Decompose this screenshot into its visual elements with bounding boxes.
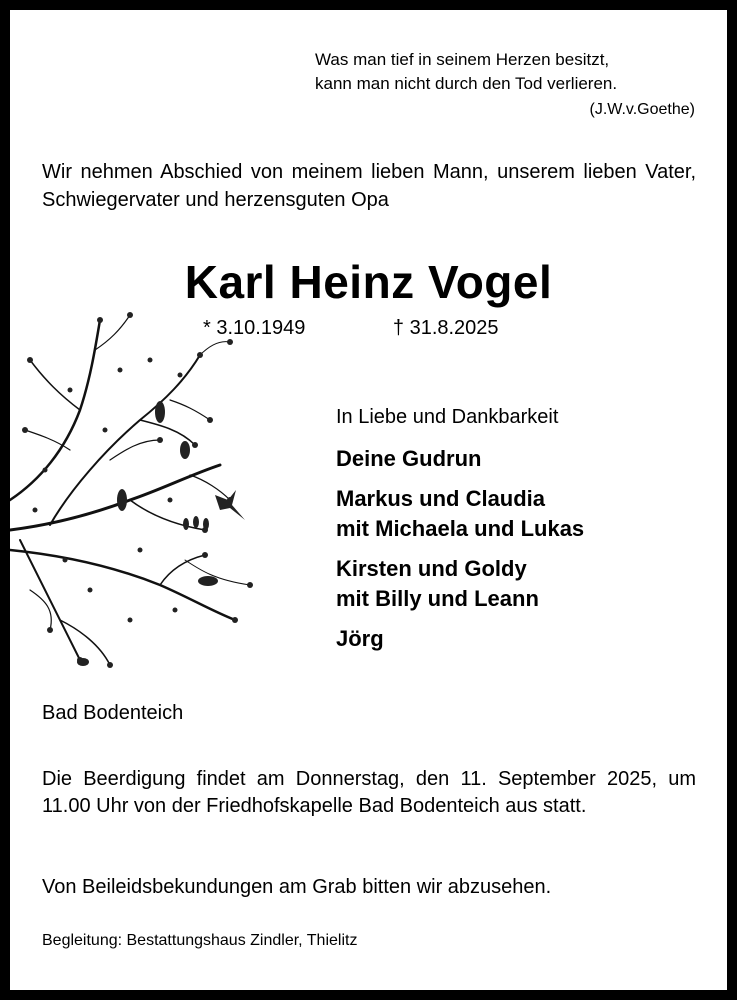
family-member-line: Kirsten und Goldy bbox=[336, 556, 527, 581]
tree-with-birds-icon bbox=[10, 300, 270, 700]
thanks-line: In Liebe und Dankbarkeit bbox=[336, 406, 559, 428]
family-member-subline: mit Billy und Leann bbox=[336, 586, 539, 611]
death-date: † 31.8.2025 bbox=[392, 317, 499, 339]
family-member bbox=[336, 624, 696, 654]
intro-text: Wir nehmen Abschied von meinem lieben Mann, unserem lieben Vater, Schwiegervater und herzensguten Opa bbox=[42, 161, 696, 211]
funeral-details: Die Beerdigung findet am Donnerstag, den 11. September 2025, um 11.00 Uhr von der Friedhofskapelle Bad Bodenteich aus statt. bbox=[42, 768, 696, 817]
obituary-card bbox=[10, 10, 727, 990]
quote-author: (J.W.v.Goethe) bbox=[589, 101, 695, 118]
family-signatures bbox=[336, 404, 696, 654]
deceased-name: Karl Heinz Vogel bbox=[184, 256, 553, 308]
goethe-quote bbox=[275, 48, 695, 122]
quote-line-1: Was man tief in seinem Herzen besitzt, bbox=[315, 50, 610, 69]
family-member-line: Markus und Claudia bbox=[336, 486, 546, 511]
family-member bbox=[336, 444, 696, 474]
family-member bbox=[336, 554, 696, 614]
family-member bbox=[336, 484, 696, 544]
birth-date: * 3.10.1949 bbox=[203, 317, 306, 339]
family-member-line: Deine Gudrun bbox=[336, 446, 482, 471]
family-member-subline: mit Michaela und Lukas bbox=[336, 516, 585, 541]
condolence-note: Von Beileidsbekundungen am Grab bitten wir abzusehen. bbox=[42, 876, 552, 898]
family-member-line: Jörg bbox=[336, 626, 384, 651]
quote-line-2: kann man nicht durch den Tod verlieren. bbox=[315, 74, 618, 93]
place-name: Bad Bodenteich bbox=[42, 702, 184, 724]
undertaker-credit: Begleitung: Bestattungshaus Zindler, Thielitz bbox=[42, 932, 358, 949]
